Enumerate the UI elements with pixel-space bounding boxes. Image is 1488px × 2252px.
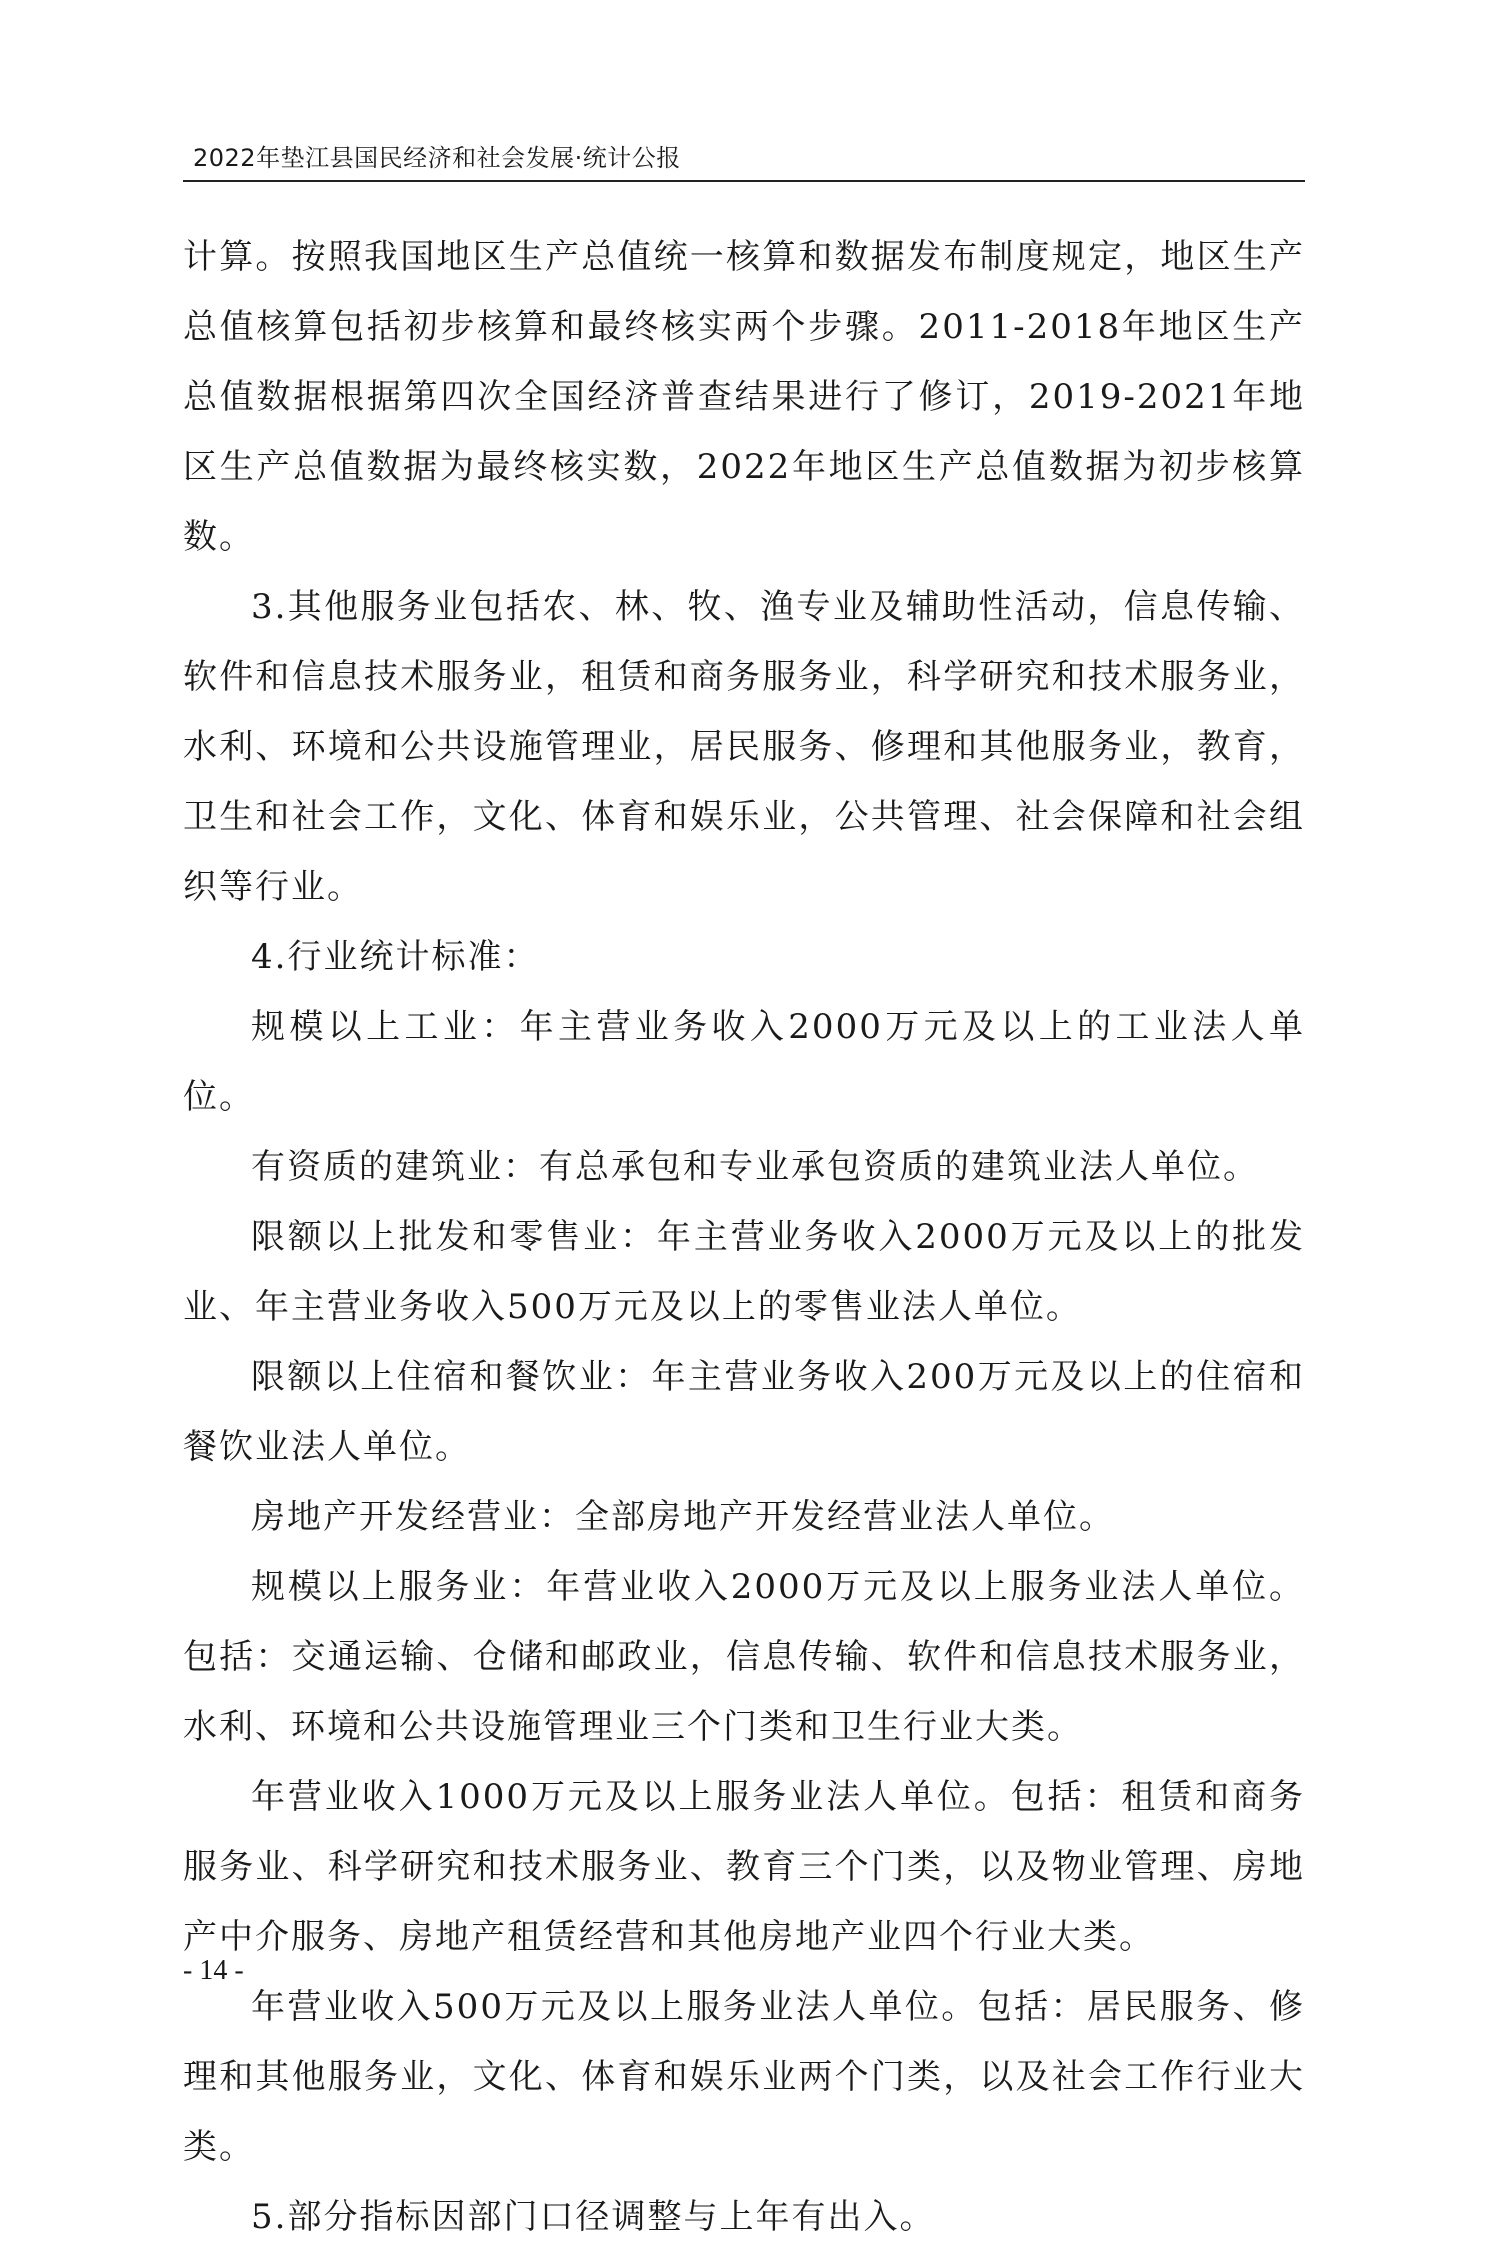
paragraph-accommodation-catering: 限额以上住宿和餐饮业：年主营业务收入200万元及以上的住宿和餐饮业法人单位。 [183,1357,1305,1467]
paragraph-indicator-adjustment: 5.部分指标因部门口径调整与上年有出入。 [251,2197,936,2237]
paragraph-industry-above-scale: 规模以上工业：年主营业务收入2000万元及以上的工业法人单位。 [183,1007,1305,1117]
paragraph-services-1000: 年营业收入1000万元及以上服务业法人单位。包括：租赁和商务服务业、科学研究和技术服务业、教育三个门类，以及物业管理、房地产中介服务、房地产租赁经营和其他房地产业四个行业大类。 [183,1777,1305,1957]
page-number: - 14 - [183,1955,244,1986]
header-title: 2022年垫江县国民经济和社会发展·统计公报 [193,144,681,172]
page-header [183,126,1305,182]
paragraph-services-2000: 规模以上服务业：年营业收入2000万元及以上服务业法人单位。包括：交通运输、仓储和邮政业，信息传输、软件和信息技术服务业，水利、环境和公共设施管理业三个门类和卫生行业大类。 [183,1567,1305,1747]
paragraph-services-500: 年营业收入500万元及以上服务业法人单位。包括：居民服务、修理和其他服务业，文化、体育和娱乐业两个门类，以及社会工作行业大类。 [183,1987,1305,2167]
paragraph-wholesale-retail: 限额以上批发和零售业：年主营业务收入2000万元及以上的批发业、年主营业务收入500万元及以上的零售业法人单位。 [183,1217,1305,1327]
paragraph-construction: 有资质的建筑业：有总承包和专业承包资质的建筑业法人单位。 [251,1147,1259,1187]
paragraph-gdp-note: 计算。按照我国地区生产总值统一核算和数据发布制度规定，地区生产总值核算包括初步核算和最终核实两个步骤。2011-2018年地区生产总值数据根据第四次全国经济普查结果进行了修订，2019-2021年地区生产总值数据为最终核实数，2022年地区生产总值数据为初步核算数。 [183,237,1305,557]
document-body [183,222,1305,2252]
paragraph-other-services: 3.其他服务业包括农、林、牧、渔专业及辅助性活动，信息传输、软件和信息技术服务业，租赁和商务服务业，科学研究和技术服务业，水利、环境和公共设施管理业，居民服务、修理和其他服务业，教育，卫生和社会工作，文化、体育和娱乐业，公共管理、社会保障和社会组织等行业。 [183,587,1305,907]
paragraph-industry-standards-heading: 4.行业统计标准： [251,937,540,977]
paragraph-real-estate: 房地产开发经营业：全部房地产开发经营业法人单位。 [251,1497,1115,1537]
